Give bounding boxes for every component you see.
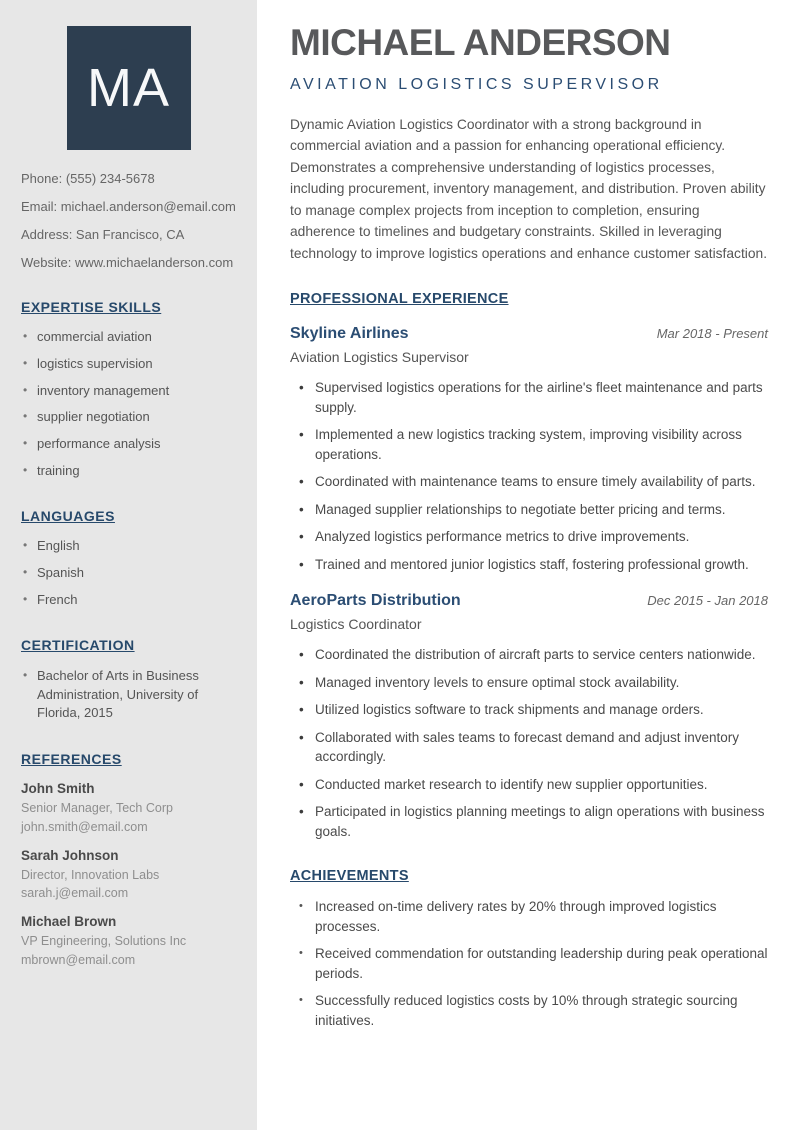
sidebar [0,0,257,1130]
job-bullet: • Managed supplier relationships to negotiate better pricing and terms. [290,500,768,520]
skill-item: • training [21,463,236,480]
page-title: MICHAEL ANDERSON [290,22,671,63]
job-role: Logistics Coordinator [290,616,422,633]
reference-email: john.smith@email.com [21,819,148,834]
job-bullet: • Conducted market research to identify new supplier opportunities. [290,775,768,795]
contact-address: Address: San Francisco, CA [21,226,185,242]
expertise-skills-list [21,329,236,480]
job-dates: Mar 2018 - Present [656,326,768,342]
reference-email: mbrown@email.com [21,952,136,967]
professional-experience-heading: PROFESSIONAL EXPERIENCE [290,291,509,308]
job-bullet: • Utilized logistics software to track shipments and manage orders. [290,700,768,720]
job-headline: AVIATION LOGISTICS SUPERVISOR [290,75,663,93]
reference-entry [21,781,236,835]
references-heading: REFERENCES [21,751,122,768]
reference-name: Sarah Johnson [21,847,119,863]
contact-email: Email: michael.anderson@email.com [21,198,236,214]
language-item: • Spanish [21,565,236,582]
languages-list [21,538,236,609]
job-dates: Dec 2015 - Jan 2018 [647,593,768,609]
job-bullet-list [290,645,768,841]
certification-list [21,667,236,724]
achievement-bullet: • Increased on-time delivery rates by 20% through improved logistics processes. [290,897,768,936]
main-content [257,0,800,1130]
expertise-skills-heading: EXPERTISE SKILLS [21,298,162,315]
job-bullet: • Coordinated with maintenance teams to ensure timely availability of parts. [290,472,768,492]
reference-role: Senior Manager, Tech Corp [21,801,173,816]
references-list [21,781,236,968]
job-role: Aviation Logistics Supervisor [290,349,469,366]
summary-paragraph: Dynamic Aviation Logistics Coordinator with a strong background in commercial aviation and a passion for enhancing operational efficiency. Demonstrates a comprehensive understanding of logistics processes, including procurement, inventory management, and distribution. Proven ability to manage complex projects from inception to completion, ensuring adherence to timelines and budgetary constraints. Skilled in leveraging technology to improve logistics operations and enhance customer satisfaction. [290,116,768,261]
contact-phone: Phone: (555) 234-5678 [21,171,155,186]
references-section [21,751,236,968]
job-bullet: • Managed inventory levels to ensure optimal stock availability. [290,673,768,693]
skill-item: • supplier negotiation [21,409,236,426]
job-bullet: • Coordinated the distribution of aircraft parts to service centers nationwide. [290,645,768,665]
language-item: • English [21,538,236,555]
achievement-bullet: • Received commendation for outstanding leadership during peak operational periods. [290,944,768,983]
skill-item: • performance analysis [21,436,236,453]
skill-item: • logistics supervision [21,356,236,373]
job-bullet: • Supervised logistics operations for the airline's fleet maintenance and parts supply. [290,378,768,417]
achievements-list [290,897,768,1030]
job-bullet: • Implemented a new logistics tracking system, improving visibility across operations. [290,425,768,464]
languages-heading: LANGUAGES [21,508,115,525]
reference-name: Michael Brown [21,914,117,930]
monogram-badge [67,26,191,150]
achievements-heading: ACHIEVEMENTS [290,868,409,885]
reference-role: Director, Innovation Labs [21,867,160,882]
company-name: Skyline Airlines [290,325,409,343]
reference-entry [21,848,236,902]
reference-entry [21,914,236,968]
reference-role: VP Engineering, Solutions Inc [21,934,187,949]
job-bullet: • Trained and mentored junior logistics staff, fostering professional growth. [290,555,768,575]
company-name: AeroParts Distribution [290,592,461,610]
languages-section [21,508,236,609]
job-entry-aeroparts [290,592,768,841]
job-entry-skyline [290,325,768,574]
expertise-skills-section [21,299,236,480]
certification-heading: CERTIFICATION [21,636,135,653]
language-item: • French [21,592,236,609]
monogram-initials: MA [87,58,170,118]
job-bullet-list [290,378,768,574]
job-bullet: • Analyzed logistics performance metrics to drive improvements. [290,527,768,547]
job-header [290,592,768,610]
job-bullet: • Participated in logistics planning meetings to align operations with business goals. [290,802,768,841]
reference-email: sarah.j@email.com [21,886,129,901]
achievement-bullet: • Successfully reduced logistics costs by 10% through strategic sourcing initiatives. [290,991,768,1030]
contact-website: Website: www.michaelanderson.com [21,254,234,270]
job-header [290,325,768,343]
certification-item: • Bachelor of Arts in Business Administration, University of Florida, 2015 [21,667,236,724]
skill-item: • inventory management [21,383,236,400]
job-bullet: • Collaborated with sales teams to forecast demand and adjust inventory accordingly. [290,728,768,767]
skill-item: • commercial aviation [21,329,236,346]
reference-name: John Smith [21,781,95,797]
certification-section [21,637,236,724]
contact-info [21,172,236,271]
